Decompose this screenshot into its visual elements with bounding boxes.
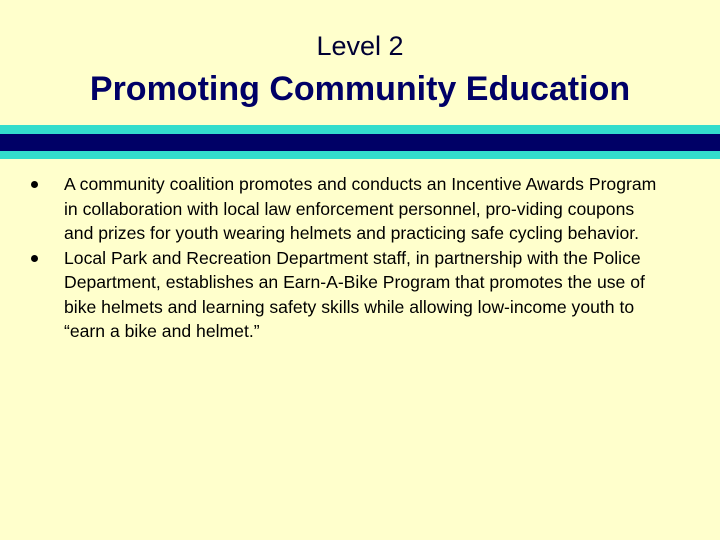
bullet-text: Local Park and Recreation Department staff, in partnership with the Police Department, establishes an Earn-A-Bike Program that promotes the use of bike helmets and learning safety skills while allowing low-income youth to “earn a bike and helmet.”	[64, 247, 645, 341]
slide-subtitle: Level 2	[316, 31, 404, 61]
bullet-dot-icon	[31, 181, 38, 188]
bullet-dot-icon	[31, 255, 38, 262]
decorative-band-bottom	[0, 151, 720, 159]
slide-title: Promoting Community Education	[89, 70, 631, 108]
bullet-item	[0, 246, 720, 344]
decorative-band-middle	[0, 134, 720, 151]
bullet-list	[0, 172, 720, 344]
bullet-item	[0, 172, 720, 246]
decorative-band-top	[0, 125, 720, 134]
title-block	[0, 28, 720, 114]
bullet-text: A community coalition promotes and conducts an Incentive Awards Program in collaboration with local law enforcement personnel, pro-viding coupons and prizes for youth wearing helmets and practicing safe cycling behavior.	[64, 174, 657, 243]
